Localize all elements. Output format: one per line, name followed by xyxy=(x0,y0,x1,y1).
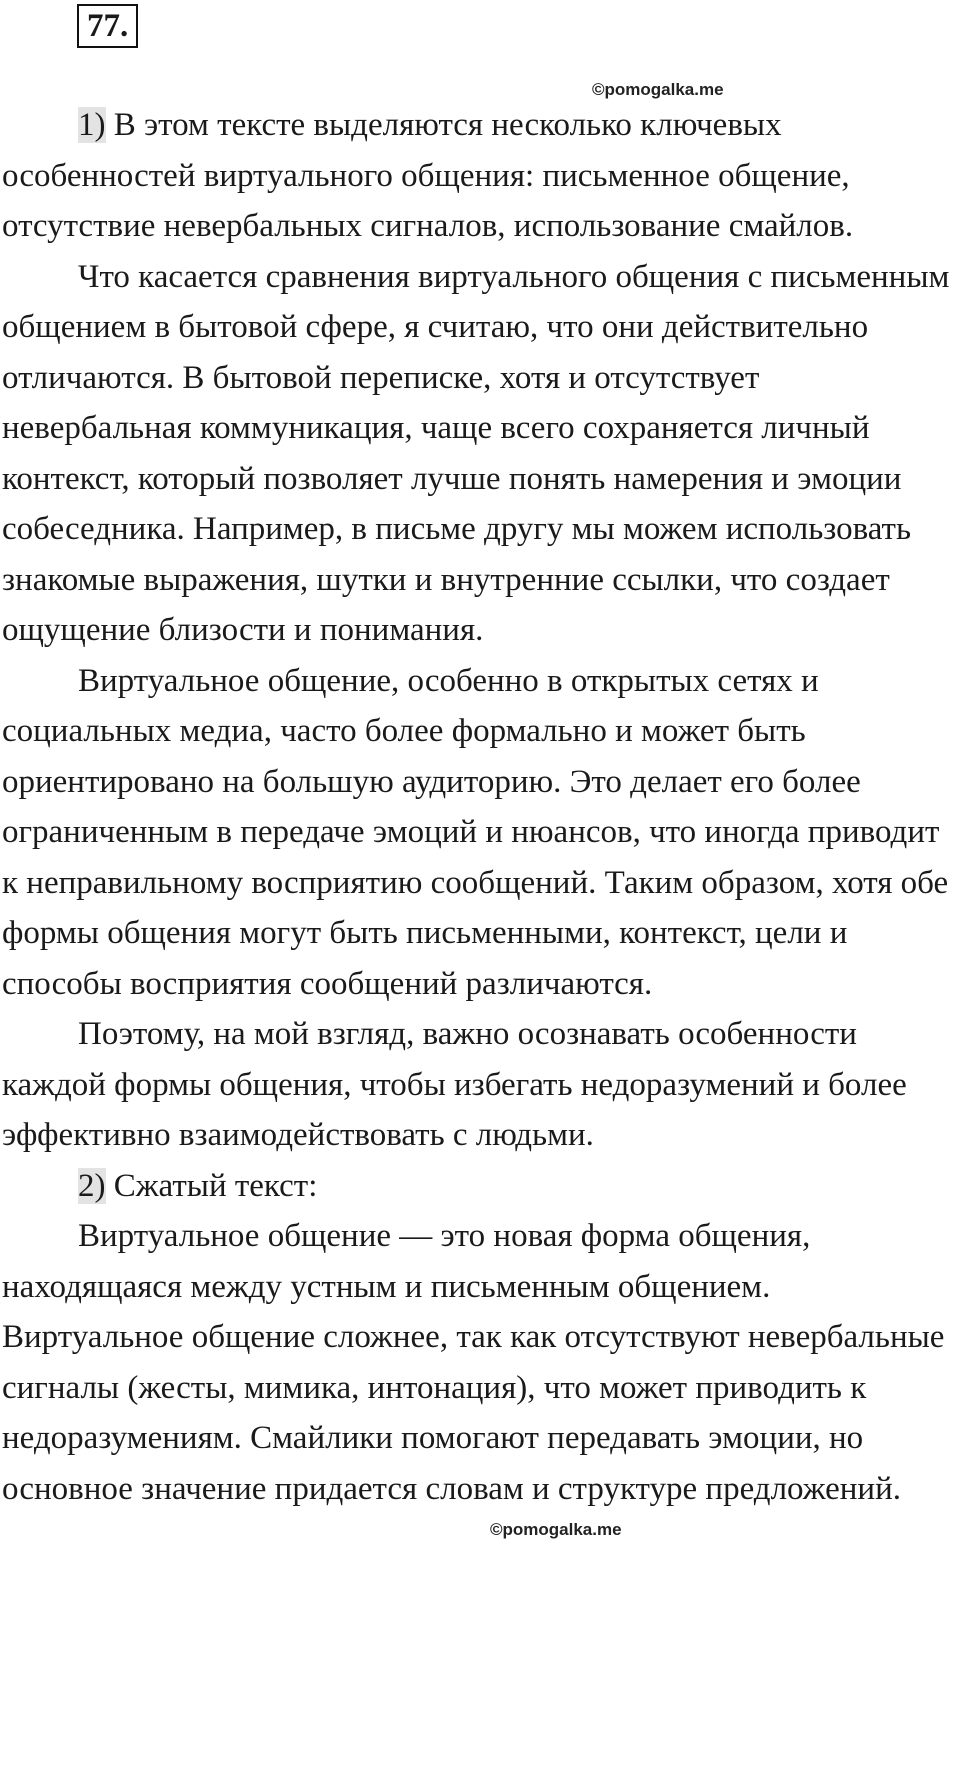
watermark-middle: ©pomogalka.me xyxy=(490,1520,622,1539)
part1-paragraph: Поэтому, на мой взгляд, важно осознавать особенности каждой формы общения, чтобы избегать недоразумений и более эффективно взаимодействовать с людьми. xyxy=(2,1016,907,1153)
part2-heading xyxy=(2,1161,952,1212)
part1-marker: 1) xyxy=(78,107,106,143)
part1-intro-paragraph xyxy=(2,100,952,252)
part2-paragraph: Виртуальное общение — это новая форма общения, находящаяся между устным и письменным общением. Виртуальное общение сложнее, так как отсутствуют невербальные сигналы (жесты, мимика, интонация), что может приводить к недоразумениям. Смайлики помогают передавать эмоции, но основное значение придается словам и структуре предложений. xyxy=(2,1218,945,1507)
part1-paragraph: Что касается сравнения виртуального общения с письменным общением в бытовой сфере, я считаю, что они действительно отличаются. В бытовой переписке, хотя и отсутствует невербальная коммуникация, чаще всего сохраняется личный контекст, который позволяет лучше понять намерения и эмоции собеседника. Например, в письме другу мы можем использовать знакомые выражения, шутки и внутренние ссылки, что создает ощущение близости и понимания. xyxy=(2,258,950,648)
watermark-top: ©pomogalka.me xyxy=(592,80,724,99)
task-number: 77. xyxy=(77,4,138,48)
part1-paragraph: Виртуальное общение, особенно в открытых сетях и социальных медиа, часто более формально и может быть ориентировано на большую аудиторию. Это делает его более ограниченным в передаче эмоций и нюансов, что иногда приводит к неправильному восприятию сообщений. Таким образом, хотя обе формы общения могут быть письменными, контекст, цели и способы восприятия сообщений различаются. xyxy=(2,662,949,1002)
part1-intro-text: В этом тексте выделяются несколько ключевых особенностей виртуального общения: письменное общение, отсутствие невербальных сигналов, использование смайлов. xyxy=(2,107,854,244)
part2-marker: 2) xyxy=(78,1167,106,1204)
part2-heading-text: Сжатый текст: xyxy=(105,1167,318,1204)
answer-text xyxy=(2,100,952,1514)
